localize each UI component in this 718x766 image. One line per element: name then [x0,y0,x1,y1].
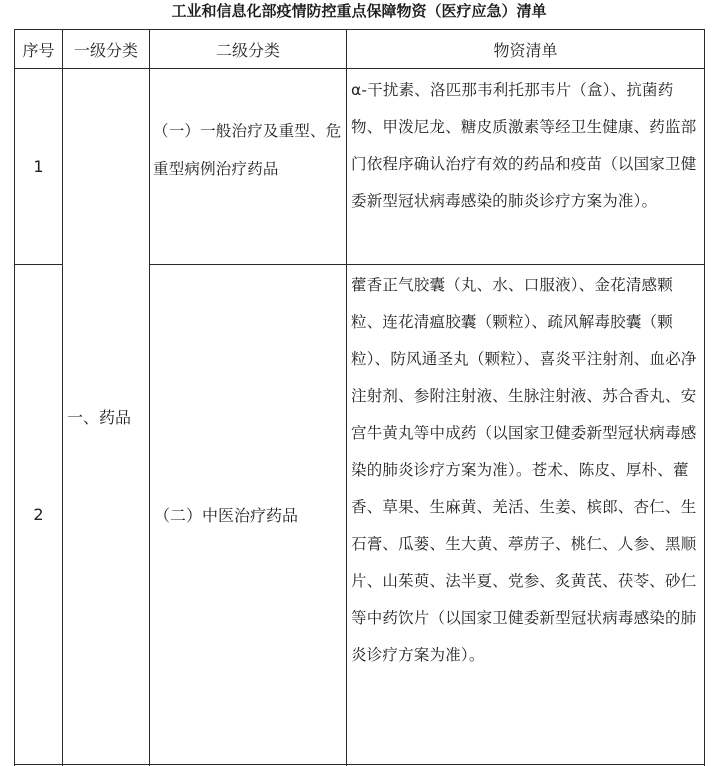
row2-serial: 2 [33,505,44,524]
table-border-bottom [14,764,704,765]
vline-1 [62,29,63,766]
header-category-level2: 二级分类 [215,40,280,60]
row1-serial: 1 [33,157,44,176]
row1-category-level2: （一）一般治疗及重型、危重型病例治疗药品 [153,122,342,178]
category-level1-medicine: 一、药品 [67,408,132,427]
page-title: 工业和信息化部疫情防控重点保障物资（医疗应急）清单 [171,2,547,20]
vline-3 [346,29,347,766]
header-serial-number: 序号 [22,40,55,60]
vline-2 [149,29,150,766]
header-category-level1: 一级分类 [73,40,138,60]
vline-right [704,29,705,766]
row2-category-level2: （二）中医治疗药品 [154,506,299,525]
row1-item-list: α-干扰素、洛匹那韦利托那韦片（盒）、抗菌药物、甲泼尼龙、糖皮质激素等经卫生健康、药监部门依程序确认治疗有效的药品和疫苗（以国家卫健委新型冠状病毒感染的肺炎诊疗方案为准）。 [351,81,697,210]
header-item-list: 物资清单 [493,40,558,60]
row2-item-list: 藿香正气胶囊（丸、水、口服液）、金花清感颗粒、连花清瘟胶囊（颗粒）、疏风解毒胶囊（颗粒）、防风通圣丸（颗粒）、喜炎平注射剂、血必净注射剂、参附注射液、生脉注射液、苏合香丸、安宫牛黄丸等中成药（以国家卫健委新型冠状病毒感染的肺炎诊疗方案为准）。苍术、陈皮、厚朴、藿香、草果、生麻黄、羌活、生姜、槟郎、杏仁、生石膏、瓜蒌、生大黄、葶苈子、桃仁、人参、黑顺片、山茱萸、法半夏、党参、炙黄芪、茯苓、砂仁等中药饮片（以国家卫健委新型冠状病毒感染的肺炎诊疗方案为准）。 [351,276,697,664]
